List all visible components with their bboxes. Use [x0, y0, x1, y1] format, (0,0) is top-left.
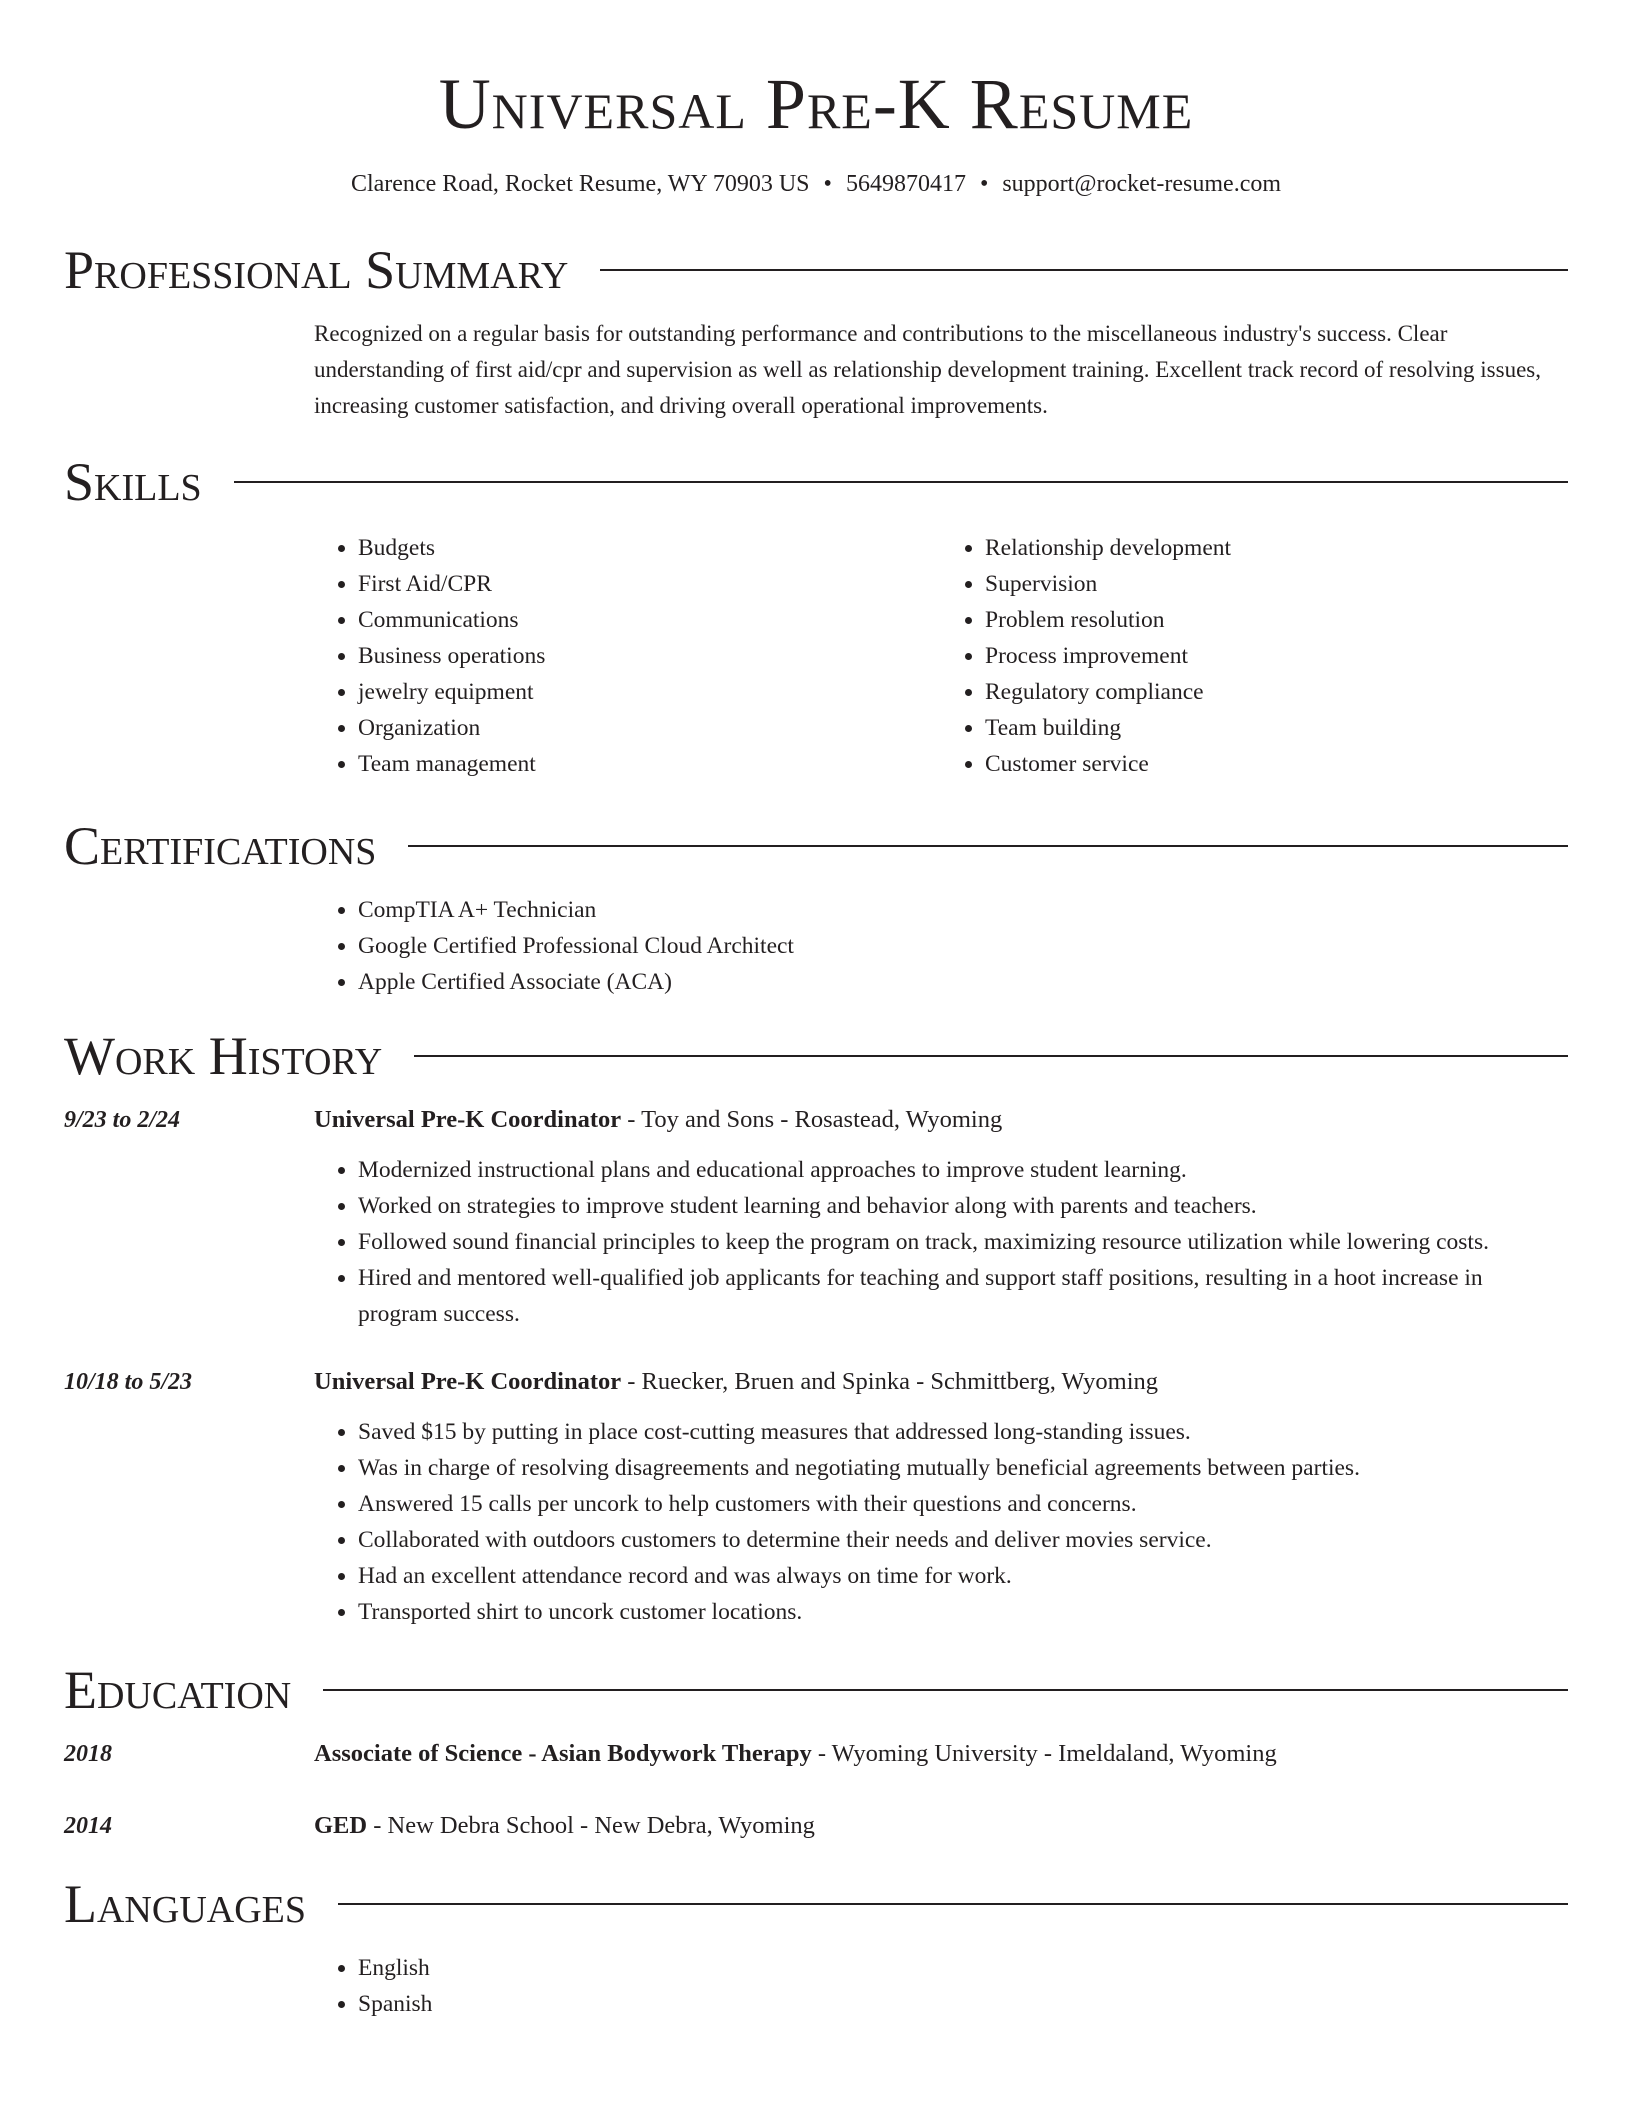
certification-item: • Google Certified Professional Cloud Architect — [358, 928, 1568, 964]
language-item: • English — [358, 1950, 1568, 1986]
work-bullet: • Worked on strategies to improve student learning and behavior along with parents and teachers. — [358, 1188, 1568, 1224]
job-employer-location: - Toy and Sons - Rosastead, Wyoming — [621, 1106, 1003, 1133]
work-heading — [314, 1102, 1568, 1138]
job-title: Universal Pre-K Coordinator — [314, 1106, 622, 1133]
skill-item: • First Aid/CPR — [358, 566, 941, 602]
contact-address: Clarence Road, Rocket Resume, WY 70903 US — [350, 171, 810, 197]
skill-item: • Team management — [358, 746, 941, 782]
skill-item: • Organization — [358, 710, 941, 746]
skill-item: • Regulatory compliance — [985, 674, 1568, 710]
education-year: 2014 — [64, 1813, 112, 1839]
certifications-header — [64, 816, 1568, 876]
work-bullets — [314, 1414, 1568, 1630]
degree-name: Associate of Science - Asian Bodywork Therapy — [314, 1740, 812, 1767]
section-title-certifications: Certifications — [64, 816, 377, 876]
contact-line — [64, 168, 1568, 200]
school-location: - Wyoming University - Imeldaland, Wyoming — [811, 1740, 1277, 1767]
skill-item: • Business operations — [358, 638, 941, 674]
languages-section — [64, 1874, 1568, 2022]
job-employer-location: - Ruecker, Bruen and Spinka - Schmittberg, Wyoming — [621, 1368, 1159, 1395]
skill-item: • Problem resolution — [985, 602, 1568, 638]
work-bullet: • Answered 15 calls per uncork to help customers with their questions and concerns. — [358, 1486, 1568, 1522]
work-entry — [64, 1364, 1568, 1630]
education-header — [64, 1660, 1568, 1720]
certifications-section — [64, 816, 1568, 1000]
section-rule — [338, 1903, 1568, 1905]
summary-section — [64, 240, 1568, 424]
work-bullets — [314, 1152, 1568, 1332]
contact-separator: • — [979, 171, 989, 197]
work-bullet: • Saved $15 by putting in place cost-cutting measures that addressed long-standing issues. — [358, 1414, 1568, 1450]
section-rule — [408, 845, 1568, 847]
certification-item: • CompTIA A+ Technician — [358, 892, 1568, 928]
work-bullet: • Had an excellent attendance record and was always on time for work. — [358, 1558, 1568, 1594]
education-section — [64, 1660, 1568, 1844]
education-year: 2018 — [64, 1741, 112, 1767]
section-title-education: Education — [64, 1660, 292, 1720]
skills-list-left — [314, 530, 941, 782]
work-bullet: • Collaborated with outdoors customers to determine their needs and deliver movies service. — [358, 1522, 1568, 1558]
work-bullet: • Transported shirt to uncork customer locations. — [358, 1594, 1568, 1630]
languages-list — [314, 1950, 1568, 2022]
work-bullet: • Was in charge of resolving disagreements and negotiating mutually beneficial agreements between parties. — [358, 1450, 1568, 1486]
resume-title: Universal Pre-K Resume — [438, 64, 1194, 144]
section-title-summary: Professional Summary — [64, 240, 569, 300]
section-title-work: Work History — [64, 1026, 383, 1086]
education-entry — [64, 1736, 1568, 1772]
contact-email: support@rocket-resume.com — [1002, 171, 1282, 197]
skill-item: • jewelry equipment — [358, 674, 941, 710]
work-bullet: • Modernized instructional plans and educational approaches to improve student learning. — [358, 1152, 1568, 1188]
skill-item: • Team building — [985, 710, 1568, 746]
contact-phone: 5649870417 — [845, 171, 966, 197]
work-entry — [64, 1102, 1568, 1332]
work-bullet: • Hired and mentored well-qualified job applicants for teaching and support staff positions, resulting in a hoot increase in program success. — [358, 1260, 1568, 1332]
section-rule — [414, 1055, 1568, 1057]
skill-item: • Supervision — [985, 566, 1568, 602]
work-history-header — [64, 1026, 1568, 1086]
skill-item: • Budgets — [358, 530, 941, 566]
section-rule — [323, 1689, 1568, 1691]
summary-text: Recognized on a regular basis for outstanding performance and contributions to the miscellaneous industry's success. Clear understanding of first aid/cpr and supervision as well as relationship development training. Excellent track record of resolving issues, increasing customer satisfaction, and driving overall operational improvements. — [314, 321, 1541, 418]
work-heading — [314, 1364, 1568, 1400]
education-heading — [314, 1808, 1568, 1844]
language-item: • Spanish — [358, 1986, 1568, 2022]
section-rule — [234, 481, 1568, 483]
work-history-section — [64, 1026, 1568, 1630]
degree-name: GED — [314, 1812, 368, 1839]
contact-separator: • — [823, 171, 832, 197]
skills-header — [64, 452, 1568, 512]
summary-header — [64, 240, 1568, 300]
education-heading — [314, 1736, 1568, 1772]
skill-item: • Communications — [358, 602, 941, 638]
school-location: - New Debra School - New Debra, Wyoming — [367, 1812, 815, 1839]
work-bullet: • Followed sound financial principles to keep the program on track, maximizing resource utilization while lowering costs. — [358, 1224, 1568, 1260]
skill-item: • Process improvement — [985, 638, 1568, 674]
section-title-skills: Skills — [64, 452, 202, 512]
certifications-list — [314, 892, 1568, 1000]
skills-section — [64, 452, 1568, 782]
skill-item: • Relationship development — [985, 530, 1568, 566]
skill-item: • Customer service — [985, 746, 1568, 782]
job-title: Universal Pre-K Coordinator — [314, 1368, 622, 1395]
resume-page — [64, 0, 1568, 2022]
languages-header — [64, 1874, 1568, 1934]
section-title-languages: Languages — [64, 1874, 306, 1934]
work-dates: 10/18 to 5/23 — [64, 1369, 193, 1395]
certification-item: • Apple Certified Associate (ACA) — [358, 964, 1568, 1000]
education-entry — [64, 1808, 1568, 1844]
work-dates: 9/23 to 2/24 — [64, 1107, 181, 1133]
skills-list-right — [941, 530, 1568, 782]
section-rule — [600, 269, 1568, 271]
